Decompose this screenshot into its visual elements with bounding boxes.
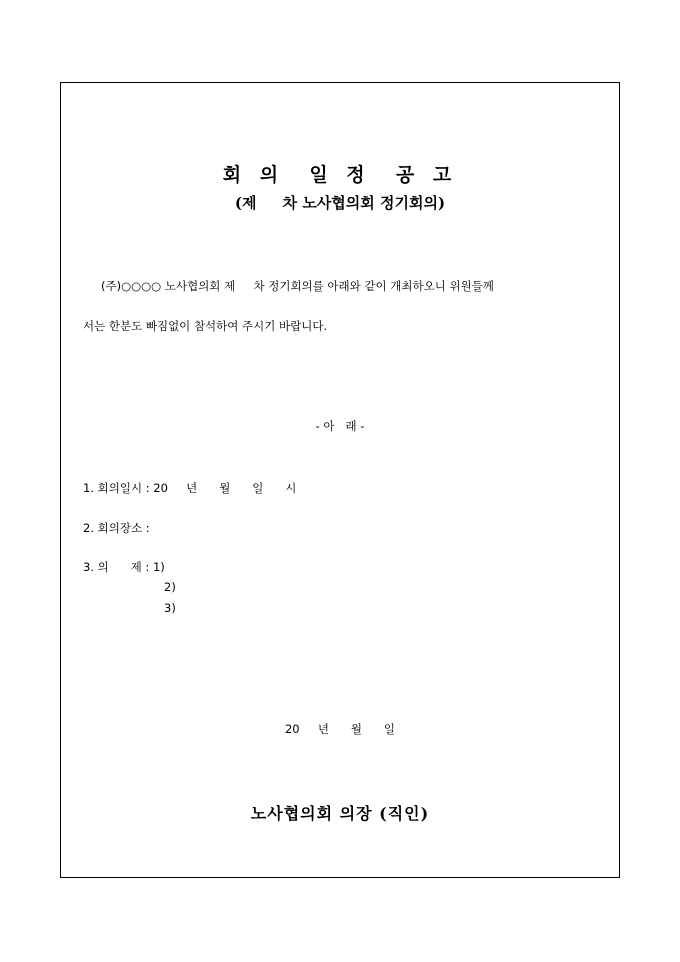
item-meeting-place: 2. 회의장소 : <box>83 521 150 535</box>
item-agenda-2: 2) <box>164 580 176 594</box>
intro-line-1: (주)○○○○ 노사협의회 제 차 정기회의를 아래와 같이 개최하오니 위원들께 <box>101 279 494 293</box>
signer-name: 노사협의회 의장 (직인) <box>250 804 430 823</box>
document-title: 회 의 일 정 공 고 <box>222 164 458 186</box>
intro-line-2: 서는 한분도 빠짐없이 참석하여 주시기 바랍니다. <box>83 319 328 333</box>
notice-heading: - 아 래 - <box>315 419 365 433</box>
item-agenda-3: 3) <box>164 601 176 615</box>
item-agenda-1: 3. 의 제 : 1) <box>83 560 165 574</box>
item-meeting-date: 1. 회의일시 : 20 년 월 일 시 <box>83 481 297 495</box>
issue-date: 20 년 월 일 <box>284 722 396 736</box>
document-subtitle: (제 차 노사협의회 정기회의) <box>234 194 446 212</box>
